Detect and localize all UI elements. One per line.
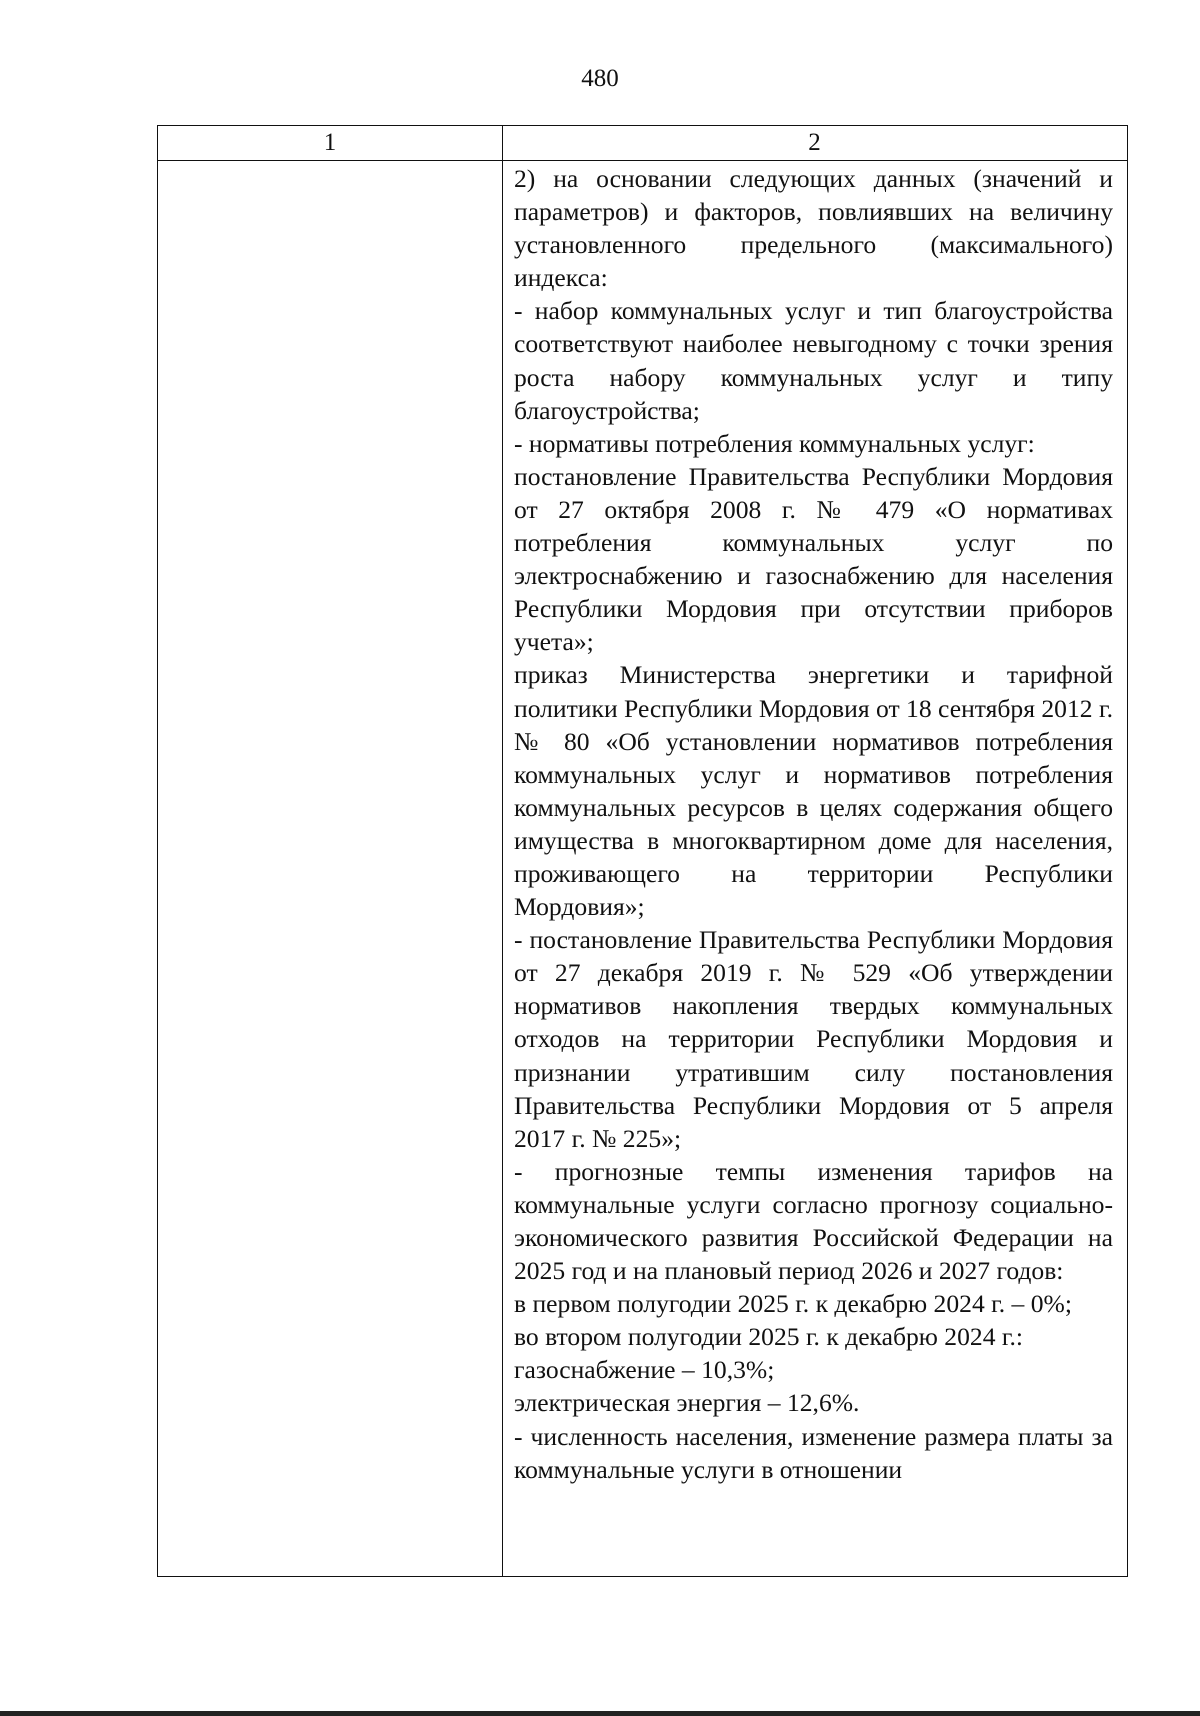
scan-bottom-edge bbox=[0, 1711, 1200, 1716]
paragraph-first-half: в первом полугодии 2025 г. к декабрю 2024 г. – 0%; bbox=[514, 1289, 1072, 1319]
column-divider bbox=[502, 126, 503, 1576]
table-header-row bbox=[158, 126, 1127, 161]
column-1-header: 1 bbox=[323, 129, 337, 156]
page-number: 480 bbox=[581, 65, 619, 92]
paragraph-resolution-529: - постановление Правительства Республики Мордовия от 27 декабря 2019 г. № 529 «Об утверждении нормативов накопления твердых коммунальных отходов на территории Республики Мордовия и признании утратившим силу постановления Правительства Республики Мордовия от 5 апреля 2017 г. № 225»; bbox=[514, 925, 1113, 1153]
paragraph-gas-supply: газоснабжение – 10,3%; bbox=[514, 1355, 775, 1385]
paragraph-order-80: приказ Министерства энергетики и тарифной политики Республики Мордовия от 18 сентября 2012 г. № 80 «Об установлении нормативов потребления коммунальных услуг и нормативов потребления коммунальных ресурсов в целях содержания общего имущества в многоквартирном доме для населения, проживающего на территории Республики Мордовия»; bbox=[514, 660, 1113, 922]
paragraph-second-half: во втором полугодии 2025 г. к декабрю 2024 г.: bbox=[514, 1322, 1024, 1352]
paragraph-basis: 2) на основании следующих данных (значений и параметров) и факторов, повлиявших на величину установленного предельного (максимального) индекса: bbox=[514, 164, 1113, 293]
document-table bbox=[157, 125, 1128, 1577]
paragraph-population: - численность населения, изменение размера платы за коммунальные услуги в отношении bbox=[514, 1421, 1113, 1484]
column-2-header: 2 bbox=[808, 129, 821, 156]
paragraph-electricity: электрическая энергия – 12,6%. bbox=[514, 1388, 860, 1418]
column-2-content bbox=[514, 162, 1113, 1486]
paragraph-resolution-479: постановление Правительства Республики Мордовия от 27 октября 2008 г. № 479 «О нормативах потребления коммунальных услуг по электроснабжению и газоснабжению для населения Республики Мордовия при отсутствии приборов учета»; bbox=[514, 461, 1113, 657]
paragraph-norms-heading: - нормативы потребления коммунальных услуг: bbox=[514, 428, 1035, 458]
paragraph-services-set: - набор коммунальных услуг и тип благоустройства соответствуют наиболее невыгодному с точки зрения роста набору коммунальных услуг и типу благоустройства; bbox=[514, 296, 1113, 425]
paragraph-tariff-forecast: - прогнозные темпы изменения тарифов на коммунальные услуги согласно прогнозу социально-экономического развития Российской Федерации на 2025 год и на плановый период 2026 и 2027 годов: bbox=[514, 1156, 1113, 1286]
